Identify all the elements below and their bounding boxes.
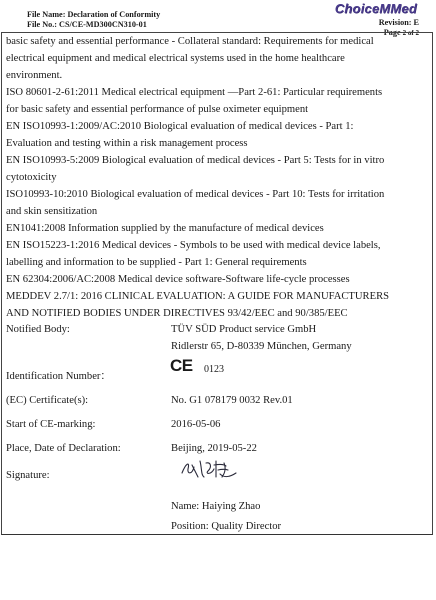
standard-line: basic safety and essential performance - Collateral standard: Requirements for medical <box>6 36 374 47</box>
standard-line: labelling and information to be supplied - Part 1: General requirements <box>6 257 307 268</box>
standard-line: AND NOTIFIED BODIES UNDER DIRECTIVES 93/42/EEC and 90/385/EEC <box>6 308 348 319</box>
standard-line: ISO10993-10:2010 Biological evaluation of medical devices - Part 10: Tests for irritation <box>6 189 385 200</box>
page-count: 2 of 2 <box>402 29 419 37</box>
standard-line: and skin sensitization <box>6 206 98 217</box>
declaration-label: Place, Date of Declaration: <box>6 443 121 454</box>
notified-body-label: Notified Body: <box>6 324 70 335</box>
signatory-name: Name: Haiying Zhao <box>171 501 261 512</box>
notified-body-address: Ridlerstr 65, D-80339 München, Germany <box>171 341 352 352</box>
notified-body-name: TÜV SÜD Product service GmbH <box>171 324 317 335</box>
document-header <box>0 0 436 37</box>
standard-line: for basic safety and essential performance of pulse oximeter equipment <box>6 104 309 115</box>
ce-mark-icon: CE <box>170 356 193 375</box>
declaration-value: Beijing, 2019-05-22 <box>171 443 257 454</box>
standard-line: cytotoxicity <box>6 172 57 183</box>
signatory-position: Position: Quality Director <box>171 521 282 532</box>
standard-line: EN1041:2008 Information supplied by the manufacture of medical devices <box>6 223 324 234</box>
identification-label: Identification Number： <box>6 371 112 382</box>
ce-start-value: 2016-05-06 <box>171 419 221 430</box>
standard-line: ISO 80601-2-61:2011 Medical electrical equipment —Part 2-61: Particular requirements <box>6 87 383 98</box>
declaration-body <box>1 32 433 535</box>
ce-marking <box>170 356 224 376</box>
standard-line: electrical equipment and medical electrical systems used in the home healthcare <box>6 53 345 64</box>
handwritten-signature <box>178 455 242 481</box>
file-info <box>27 10 160 30</box>
certificate-value: No. G1 078179 0032 Rev.01 <box>171 395 293 406</box>
page-prefix: Page <box>383 28 401 37</box>
standard-line: EN 62304:2006/AC:2008 Medical device software-Software life-cycle processes <box>6 274 350 285</box>
company-logo: ChoiceMMed <box>334 1 417 16</box>
identification-number: 0123 <box>204 364 224 375</box>
signature-label: Signature: <box>6 470 50 481</box>
certificate-label: (EC) Certificate(s): <box>6 395 89 406</box>
file-number: File No.: CS/CE-MD300CN310-01 <box>27 20 147 29</box>
revision: Revision: E <box>378 18 419 27</box>
standard-line: EN ISO15223-1:2016 Medical devices - Symbols to be used with medical device labels, <box>6 240 381 251</box>
ce-start-label: Start of CE-marking: <box>6 419 96 430</box>
standard-line: MEDDEV 2.7/1: 2016 CLINICAL EVALUATION: A GUIDE FOR MANUFACTURERS <box>6 291 390 302</box>
standard-line: environment. <box>6 70 63 81</box>
standard-line: Evaluation and testing within a risk management process <box>6 138 248 149</box>
standard-line: EN ISO10993-1:2009/AC:2010 Biological evaluation of medical devices - Part 1: <box>6 121 354 132</box>
file-name: File Name: Declaration of Conformity <box>27 10 161 19</box>
standard-line: EN ISO10993-5:2009 Biological evaluation of medical devices - Part 5: Tests for in vitro <box>6 155 385 166</box>
